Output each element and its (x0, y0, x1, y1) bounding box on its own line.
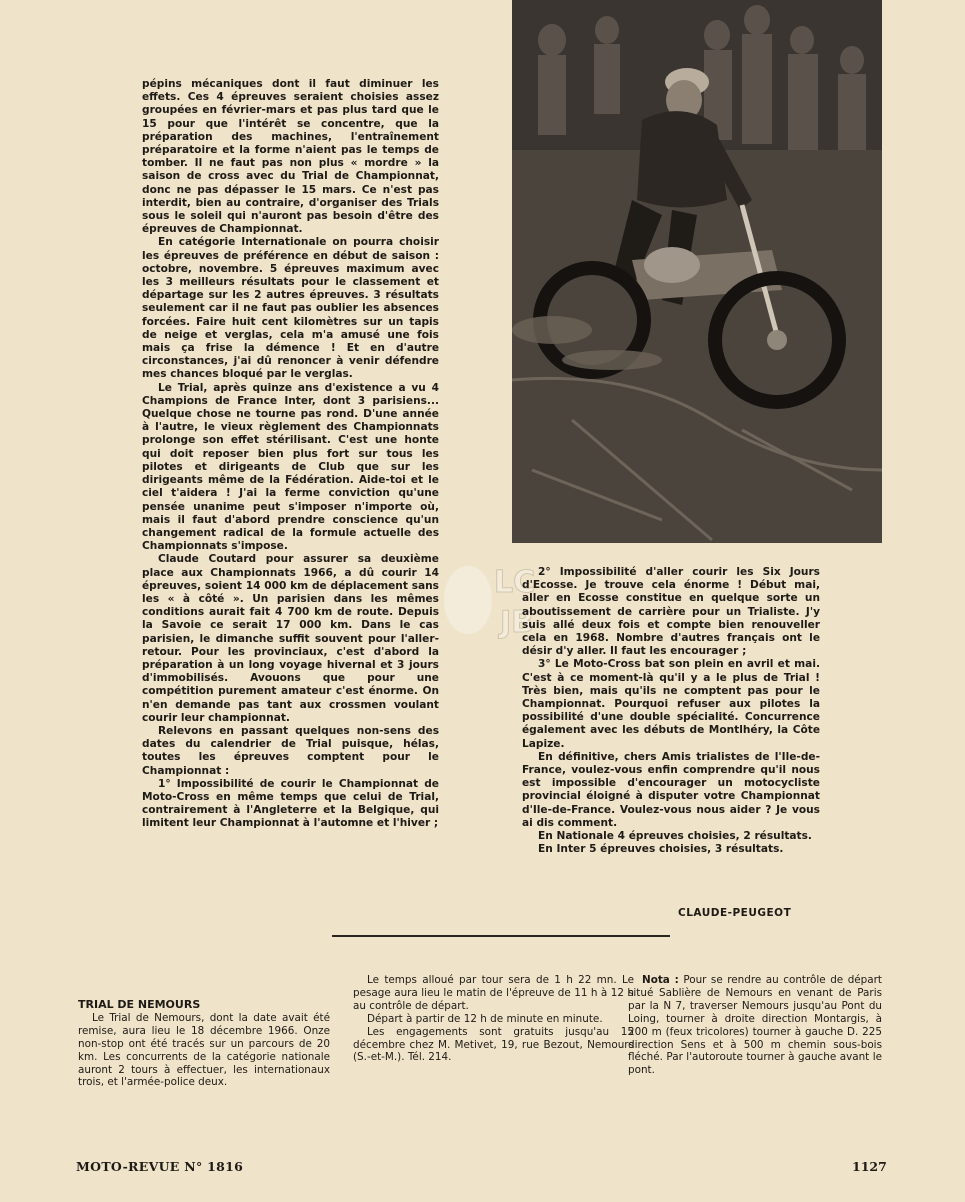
article-paragraph: En Nationale 4 épreuves choisies, 2 résultats. (538, 830, 812, 843)
box-paragraph: Le Trial de Nemours, dont la date avait été remise, aura lieu le 18 décembre 1966. Onze non-stop ont été tracés sur un parcours de 20 km. Les concurrents de la catégorie nationale auront 2 tours à effectuer, les internationaux trois, et l'armée-police deux. (78, 1011, 330, 1089)
article-paragraph: En catégorie Internationale on pourra choisir les épreuves de préférence en début de saison : octobre, novembre. 5 épreuves maximum avec les 3 meilleurs résultats pour le classement et départage sur les 2 autres épreuves. 3 résultats seulement car il ne faut pas oublier les absences forcées. Faire huit cent kilomètres sur un tapis de neige et verglas, cela m'a amusé une fois mais ça frise la démence ! Et en d'autre circonstances, j'ai dû renoncer à venir défendre mes chances bloqué par le verglas. (142, 236, 439, 381)
motorcycle-trial-illustration (512, 0, 882, 543)
article-paragraph: En définitive, chers Amis trialistes de l'Ile-de-France, voulez-vous enfin comprendre qu'il nous est impossible d'encourager un motocycliste provincial éloigné à disputer votre Championnat d'Ile-de-France. Voulez-vous nous aider ? Je vous ai dis comment. (522, 750, 820, 829)
box-column-1 (78, 999, 330, 1089)
author-signature: CLAUDE-PEUGEOT (678, 907, 792, 919)
page-number: 1127 (852, 1159, 887, 1174)
article-paragraph: Claude Coutard pour assurer sa deuxième place aux Championnats 1966, a dû courir 14 épreuves, soient 14 000 km de déplacement sans les « à côté ». Un parisien dans les mêmes conditions aurait fait 4 700 km de route. Depuis la Savoie ce serait 17 000 km. Dans le cas parisien, le dimanche suffit souvent pour l'aller-retour. Pour les provinciaux, c'est d'abord la préparation à un long voyage hivernal et 3 jours d'immobilisés. Avouons que pour une compétition purement amateur c'est énorme. On n'en demande pas tant aux crossmen voulant courir leur championnat. (142, 553, 439, 724)
svg-text:LC: LC (494, 565, 536, 600)
article-paragraph: En Inter 5 épreuves choisies, 3 résultats. (538, 843, 784, 856)
article-paragraph: Relevons en passant quelques non-sens des dates du calendrier de Trial puisque, hélas, toutes les épreuves comptent pour le Championnat : (142, 724, 439, 777)
article-column-left (142, 78, 439, 831)
article-paragraph: 1° Impossibilité de courir le Championnat de Moto-Cross en même temps que celui de Trial, contrairement à l'Angleterre et la Belgique, qui limitent leur Championnat à l'automne et l'hiver ; (142, 777, 439, 830)
magazine-issue: MOTO-REVUE N° 1816 (76, 1159, 244, 1174)
nota-text: Pour se rendre au contrôle de départ situé Sablière de Nemours en venant de Paris par la N 7, traverser Nemours jusqu'au Pont du Loing, tourner à droite direction Montargis, à 200 m (feux tricolores) tourner à gauche D. 225 direction Sens et à 500 m chemin sous-bois fléché. Par l'autoroute tourner à gauche avant le pont. (628, 974, 882, 1077)
article-paragraph: 3° Le Moto-Cross bat son plein en avril et mai. C'est à ce moment-là qu'il y a le plus de Trial ! Très bien, mais qu'ils ne comptent pas pour le Championnat. Pourquoi refuser aux pilotes la possibilité d'une double spécialité. Concurrence également avec les débuts de Montlhéry, la Côte Lapize. (522, 658, 820, 750)
box-paragraph: Le temps alloué par tour sera de 1 h 22 mn. Le pesage aura lieu le matin de l'épreuve de 11 h à 12 h au contrôle de départ. (353, 974, 634, 1012)
nota-label: Nota : (642, 974, 679, 986)
box-title: TRIAL DE NEMOURS (78, 998, 201, 1011)
box-paragraph: Départ à partir de 12 h de minute en minute. (367, 1012, 603, 1025)
trial-rider-photo (512, 0, 882, 543)
article-paragraph: pépins mécaniques dont il faut diminuer les effets. Ces 4 épreuves seraient choisies assez groupées en février-mars et pas plus tard que le 15 pour que l'intérêt se concentre, que la préparation des machines, l'entraînement préparatoire et la forme n'aient pas le temps de tomber. Il ne faut pas non plus « mordre » la saison de cross avec du Trial de Championnat, donc ne pas dépasser le 15 mars. Ce n'est pas interdit, bien au contraire, d'organiser des Trials sous le soleil qui n'auront pas besoin d'être des épreuves de Championnat. (142, 78, 439, 236)
svg-text:JB: JB (500, 605, 535, 640)
article-paragraph: Le Trial, après quinze ans d'existence a vu 4 Champions de France Inter, dont 3 parisiens... Quelque chose ne tourne pas rond. D'une année à l'autre, le vieux règlement des Championnats prolonge son effet stérilisant. C'est une honte qui doit reposer bien plus fort sur tous les pilotes et dirigeants de Club que sur les dirigeants même de la Fédération. Aide-toi et le ciel t'aidera ! J'ai la ferme conviction qu'une pensée unanime peut s'imposer n'importe où, mais il faut d'abord prendre conscience qu'un changement radical de la formule actuelle des Championnats s'impose. (142, 381, 439, 553)
article-paragraph: 2° Impossibilité d'aller courir les Six Jours d'Ecosse. Je trouve cela énorme ! Début mai, aller en Ecosse constitue en quelque sorte un aboutissement de carrière pour un Trialiste. J'y suis allé deux fois et compte bien renouveller cela en 1968. Nombre d'autres français ont le désir d'y aller. Il faut les encourager ; (522, 566, 820, 658)
box-column-2 (353, 974, 634, 1064)
nota-paragraph (628, 974, 882, 1077)
article-column-right (522, 566, 820, 856)
box-paragraph: Les engagements sont gratuits jusqu'au 15 décembre chez M. Metivet, 19, rue Bezout, Nemours (S.-et-M.). Tél. 214. (353, 1025, 634, 1064)
box-column-3 (628, 974, 882, 1077)
section-divider (332, 935, 670, 937)
